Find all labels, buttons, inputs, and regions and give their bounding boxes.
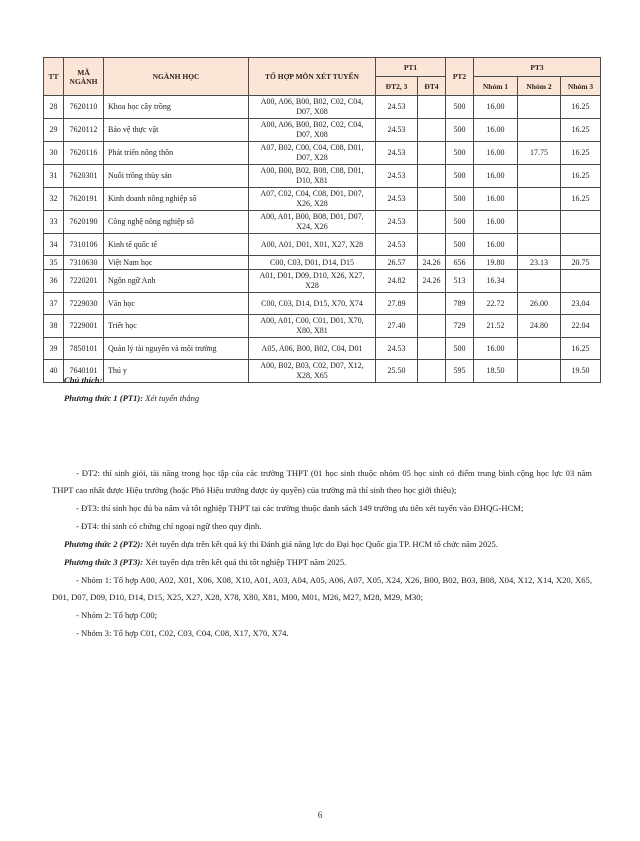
cell-tt: 29 bbox=[44, 119, 64, 142]
cell-dt4 bbox=[418, 338, 446, 360]
cell-tohop: C00, C03, D14, D15, X70, X74 bbox=[249, 293, 376, 315]
note-method-1-label: Phương thức 1 (PT1): bbox=[64, 393, 144, 403]
cell-nhom3: 16.25 bbox=[561, 338, 601, 360]
note-method-3 bbox=[52, 554, 592, 571]
cell-tt: 39 bbox=[44, 338, 64, 360]
cell-nhom2 bbox=[518, 234, 561, 256]
cell-dt23: 25.50 bbox=[376, 360, 418, 383]
cell-tohop: A00, A01, B00, B08, D01, D07, X24, X26 bbox=[249, 211, 376, 234]
cell-dt4: 24.26 bbox=[418, 256, 446, 270]
cell-dt23: 24.53 bbox=[376, 211, 418, 234]
cell-ma: 7620116 bbox=[64, 142, 104, 165]
cell-dt23: 24.53 bbox=[376, 142, 418, 165]
note-method-2 bbox=[52, 536, 592, 553]
table-row bbox=[44, 165, 601, 188]
note-dt4: - ĐT4: thí sinh có chứng chỉ ngoại ngữ theo quy định. bbox=[76, 521, 262, 531]
cell-dt4 bbox=[418, 188, 446, 211]
cell-pt2: 500 bbox=[446, 211, 474, 234]
cell-pt2: 513 bbox=[446, 270, 474, 293]
cell-ma: 7620110 bbox=[64, 96, 104, 119]
cell-pt2: 500 bbox=[446, 142, 474, 165]
cell-nhom2: 24.80 bbox=[518, 315, 561, 338]
cell-nganh: Khoa học cây trồng bbox=[104, 96, 249, 119]
note-dt2: - ĐT2: thí sinh giỏi, tài năng trong học tập của các trường THPT (01 học sinh thuộc nhóm 05 học sinh có điểm trung bình cộng học lực 03 năm THPT cao nhất được Hiệu trưởng (hoặc Phó Hiệu trưởng được ủy quyền) của trường mà thí sinh theo học giới thiệu); bbox=[52, 468, 592, 495]
cell-dt4 bbox=[418, 165, 446, 188]
cell-dt4 bbox=[418, 293, 446, 315]
cell-nhom3: 16.25 bbox=[561, 188, 601, 211]
cell-ma: 7620190 bbox=[64, 211, 104, 234]
cell-nganh: Quản lý tài nguyên và môi trường bbox=[104, 338, 249, 360]
cell-ma: 7229001 bbox=[64, 315, 104, 338]
cell-ma: 7229030 bbox=[64, 293, 104, 315]
cell-nhom2: 26.00 bbox=[518, 293, 561, 315]
cell-tt: 33 bbox=[44, 211, 64, 234]
cell-pt2: 729 bbox=[446, 315, 474, 338]
cell-pt2: 656 bbox=[446, 256, 474, 270]
cell-ma: 7310106 bbox=[64, 234, 104, 256]
cell-dt23: 24.53 bbox=[376, 338, 418, 360]
table-row bbox=[44, 270, 601, 293]
cell-nhom1: 22.72 bbox=[474, 293, 518, 315]
cell-ma: 7620191 bbox=[64, 188, 104, 211]
cell-nhom2 bbox=[518, 338, 561, 360]
cell-nganh: Phát triển nông thôn bbox=[104, 142, 249, 165]
notes-title: Chú thích: bbox=[64, 375, 103, 385]
cell-tt: 30 bbox=[44, 142, 64, 165]
table-row bbox=[44, 315, 601, 338]
header-dt23: ĐT2, 3 bbox=[376, 77, 418, 96]
cell-tohop: A00, B00, B02, B08, C08, D01, D10, X81 bbox=[249, 165, 376, 188]
note-method-2-text: Xét tuyển dựa trên kết quả kỳ thi Đánh giá năng lực do Đại học Quốc gia TP. HCM tổ chức năm 2025. bbox=[143, 539, 498, 549]
note-method-3-text: Xét tuyển dựa trên kết quả thi tốt nghiệp THPT năm 2025. bbox=[143, 557, 347, 567]
cell-nhom2: 17.75 bbox=[518, 142, 561, 165]
cell-nhom2 bbox=[518, 188, 561, 211]
table-row bbox=[44, 96, 601, 119]
note-nhom3: - Nhóm 3: Tổ hợp C01, C02, C03, C04, C08, X17, X70, X74. bbox=[76, 628, 289, 638]
cell-dt23: 27.89 bbox=[376, 293, 418, 315]
note-method-1-text: Xét tuyển thẳng bbox=[143, 393, 200, 403]
table-header bbox=[44, 58, 601, 96]
note-method-3-label: Phương thức 3 (PT3): bbox=[64, 557, 144, 567]
cell-nhom1: 18.50 bbox=[474, 360, 518, 383]
cell-pt2: 500 bbox=[446, 338, 474, 360]
cell-dt23: 27.40 bbox=[376, 315, 418, 338]
note-method-1 bbox=[52, 390, 592, 407]
header-pt1: PT1 bbox=[376, 58, 446, 77]
footnotes bbox=[52, 372, 592, 643]
header-nhom1: Nhóm 1 bbox=[474, 77, 518, 96]
table-row bbox=[44, 338, 601, 360]
admissions-table bbox=[43, 57, 601, 383]
cell-nhom3: 19.50 bbox=[561, 360, 601, 383]
cell-nganh: Bảo vệ thực vật bbox=[104, 119, 249, 142]
header-nganh-hoc: NGÀNH HỌC bbox=[104, 58, 249, 96]
table-row bbox=[44, 142, 601, 165]
cell-tt: 38 bbox=[44, 315, 64, 338]
cell-dt23: 24.53 bbox=[376, 234, 418, 256]
cell-nhom3 bbox=[561, 270, 601, 293]
table-row bbox=[44, 188, 601, 211]
cell-ma: 7620301 bbox=[64, 165, 104, 188]
cell-tohop: A07, B02, C00, C04, C08, D01, D07, X28 bbox=[249, 142, 376, 165]
cell-dt23: 24.53 bbox=[376, 165, 418, 188]
cell-dt4 bbox=[418, 96, 446, 119]
note-nhom2: - Nhóm 2: Tổ hợp C00; bbox=[76, 610, 158, 620]
cell-pt2: 500 bbox=[446, 96, 474, 119]
table-row bbox=[44, 234, 601, 256]
header-pt2: PT2 bbox=[446, 58, 474, 96]
cell-tohop: A01, D01, D09, D10, X26, X27, X28 bbox=[249, 270, 376, 293]
cell-nhom1: 16.00 bbox=[474, 96, 518, 119]
cell-tt: 31 bbox=[44, 165, 64, 188]
cell-nganh: Triết học bbox=[104, 315, 249, 338]
cell-nhom1: 16.00 bbox=[474, 165, 518, 188]
cell-pt2: 595 bbox=[446, 360, 474, 383]
cell-nganh: Việt Nam học bbox=[104, 256, 249, 270]
cell-nhom3: 20.75 bbox=[561, 256, 601, 270]
cell-tt: 32 bbox=[44, 188, 64, 211]
cell-tohop: A00, A01, C00, C01, D01, X70, X80, X81 bbox=[249, 315, 376, 338]
cell-nhom1: 16.00 bbox=[474, 211, 518, 234]
cell-tt: 40 bbox=[44, 360, 64, 383]
cell-nhom1: 19.80 bbox=[474, 256, 518, 270]
cell-nganh: Nuôi trồng thủy sản bbox=[104, 165, 249, 188]
cell-nhom1: 16.00 bbox=[474, 188, 518, 211]
cell-nhom1: 21.52 bbox=[474, 315, 518, 338]
header-to-hop: TỔ HỢP MÔN XÉT TUYỂN bbox=[249, 58, 376, 96]
cell-ma: 7620112 bbox=[64, 119, 104, 142]
cell-nganh: Ngôn ngữ Anh bbox=[104, 270, 249, 293]
cell-nhom3: 22.04 bbox=[561, 315, 601, 338]
table-row bbox=[44, 256, 601, 270]
cell-pt2: 500 bbox=[446, 234, 474, 256]
cell-tt: 36 bbox=[44, 270, 64, 293]
cell-nganh: Văn học bbox=[104, 293, 249, 315]
cell-nhom3: 16.25 bbox=[561, 165, 601, 188]
cell-nhom2: 23.13 bbox=[518, 256, 561, 270]
cell-dt4: 24.26 bbox=[418, 270, 446, 293]
header-pt3: PT3 bbox=[474, 58, 601, 77]
cell-pt2: 500 bbox=[446, 188, 474, 211]
cell-ma: 7850101 bbox=[64, 338, 104, 360]
note-method-2-label: Phương thức 2 (PT2): bbox=[64, 539, 144, 549]
cell-nhom3: 16.25 bbox=[561, 119, 601, 142]
cell-ma: 7310630 bbox=[64, 256, 104, 270]
cell-pt2: 500 bbox=[446, 119, 474, 142]
cell-nhom2 bbox=[518, 211, 561, 234]
cell-nhom1: 16.00 bbox=[474, 338, 518, 360]
cell-tohop: A00, B02, B03, C02, D07, X12, X28, X65 bbox=[249, 360, 376, 383]
cell-nhom1: 16.00 bbox=[474, 142, 518, 165]
cell-nhom2 bbox=[518, 119, 561, 142]
cell-tohop: A00, A06, B00, B02, C02, C04, D07, X08 bbox=[249, 119, 376, 142]
cell-tohop: A07, C02, C04, C08, D01, D07, X26, X28 bbox=[249, 188, 376, 211]
cell-ma: 7220201 bbox=[64, 270, 104, 293]
cell-dt4 bbox=[418, 142, 446, 165]
cell-dt23: 24.53 bbox=[376, 188, 418, 211]
cell-nhom2 bbox=[518, 165, 561, 188]
cell-tt: 35 bbox=[44, 256, 64, 270]
page-number: 6 bbox=[317, 810, 323, 820]
table-row bbox=[44, 119, 601, 142]
table-row bbox=[44, 211, 601, 234]
cell-tt: 34 bbox=[44, 234, 64, 256]
cell-dt4 bbox=[418, 119, 446, 142]
cell-nhom2 bbox=[518, 96, 561, 119]
cell-dt23: 26.57 bbox=[376, 256, 418, 270]
cell-nhom3 bbox=[561, 211, 601, 234]
cell-tohop: A05, A06, B00, B02, C04, D01 bbox=[249, 338, 376, 360]
cell-nhom1: 16.34 bbox=[474, 270, 518, 293]
header-tt: TT bbox=[44, 58, 64, 96]
table-body bbox=[44, 96, 601, 383]
cell-tohop: A00, A01, D01, X01, X27, X28 bbox=[249, 234, 376, 256]
cell-dt4 bbox=[418, 211, 446, 234]
header-dt4: ĐT4 bbox=[418, 77, 446, 96]
cell-tt: 37 bbox=[44, 293, 64, 315]
cell-nhom3: 23.04 bbox=[561, 293, 601, 315]
note-dt3: - ĐT3: thí sinh học đủ ba năm và tốt nghiệp THPT tại các trường thuộc danh sách 149 trường ưu tiên xét tuyển vào ĐHQG-HCM; bbox=[76, 503, 524, 513]
header-ma-nganh: MÃ NGÀNH bbox=[64, 58, 104, 96]
cell-nganh: Kinh doanh nông nghiệp số bbox=[104, 188, 249, 211]
cell-nganh: Thú y bbox=[104, 360, 249, 383]
cell-nhom3 bbox=[561, 234, 601, 256]
cell-nhom1: 16.00 bbox=[474, 119, 518, 142]
cell-pt2: 500 bbox=[446, 165, 474, 188]
table-row bbox=[44, 293, 601, 315]
cell-nhom3: 16.25 bbox=[561, 96, 601, 119]
cell-nhom3: 16.25 bbox=[561, 142, 601, 165]
cell-dt23: 24.53 bbox=[376, 96, 418, 119]
cell-nganh: Công nghệ nông nghiệp số bbox=[104, 211, 249, 234]
note-nhom1: - Nhóm 1: Tổ hợp A00, A02, X01, X06, X08, X10, A01, A03, A04, A05, A06, A07, X05, X24, X26, B00, B02, B03, B08, X04, X12, X14, X20, X65, D01, D07, D09, D10, D14, D15, X25, X27, X28, X78, X80, X81, M00, M01, M26, M27, M28, M29, M30; bbox=[52, 575, 592, 602]
cell-tohop: C00, C03, D01, D14, D15 bbox=[249, 256, 376, 270]
cell-tt: 28 bbox=[44, 96, 64, 119]
header-nhom3: Nhóm 3 bbox=[561, 77, 601, 96]
cell-nganh: Kinh tế quốc tế bbox=[104, 234, 249, 256]
cell-dt4 bbox=[418, 315, 446, 338]
cell-dt4 bbox=[418, 234, 446, 256]
cell-pt2: 789 bbox=[446, 293, 474, 315]
header-nhom2: Nhóm 2 bbox=[518, 77, 561, 96]
cell-nhom1: 16.00 bbox=[474, 234, 518, 256]
cell-dt23: 24.82 bbox=[376, 270, 418, 293]
cell-ma: 7640101 bbox=[64, 360, 104, 383]
cell-nhom2 bbox=[518, 270, 561, 293]
cell-tohop: A00, A06, B00, B02, C02, C04, D07, X08 bbox=[249, 96, 376, 119]
cell-dt23: 24.53 bbox=[376, 119, 418, 142]
